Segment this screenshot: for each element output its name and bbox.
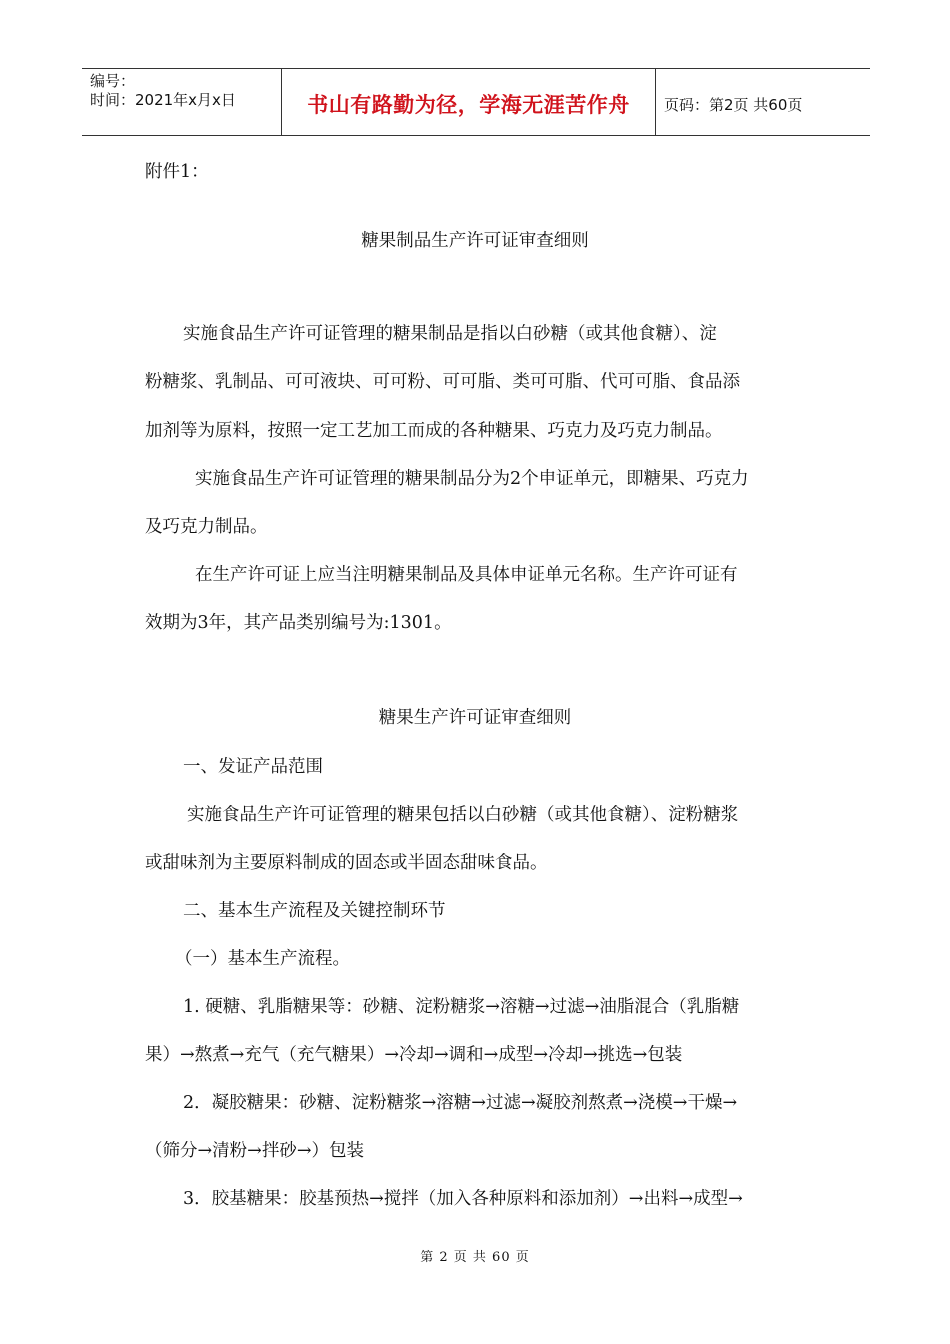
section-heading: 二、基本生产流程及关键控制环节 — [183, 901, 446, 921]
subsection-heading: （一）基本生产流程。 — [175, 949, 350, 969]
paragraph-line: 在生产许可证上应当注明糖果制品及具体申证单元名称。生产许可证有 — [195, 565, 738, 585]
list-item-line: 3．胶基糖果：胶基预热→搅拌（加入各种原料和添加剂）→出料→成型→ — [183, 1189, 743, 1209]
paragraph-line: 加剂等为原料，按照一定工艺加工而成的各种糖果、巧克力及巧克力制品。 — [145, 421, 723, 441]
list-item-line: 1. 硬糖、乳脂糖果等：砂糖、淀粉糖浆→溶糖→过滤→油脂混合（乳脂糖 — [183, 997, 740, 1017]
header-motto: 书山有路勤为径，学海无涯苦作舟 — [282, 69, 656, 135]
page-header — [82, 68, 870, 136]
list-item-line: 果）→熬煮→充气（充气糖果）→冷却→调和→成型→冷却→挑选→包装 — [145, 1045, 683, 1065]
time-label: 时间：2021年x月x日 — [90, 91, 236, 109]
paragraph-line: 粉糖浆、乳制品、可可液块、可可粉、可可脂、类可可脂、代可可脂、食品添 — [145, 372, 740, 392]
page-footer: 第 2 页 共 60 页 — [420, 1250, 530, 1265]
document-title: 糖果制品生产许可证审查细则 — [361, 231, 589, 251]
attachment-label: 附件1： — [145, 162, 209, 182]
section-heading: 一、发证产品范围 — [183, 757, 323, 777]
list-item-line: 2．凝胶糖果：砂糖、淀粉糖浆→溶糖→过滤→凝胶剂熬煮→浇模→干燥→ — [183, 1093, 738, 1113]
paragraph-line: 或甜味剂为主要原料制成的固态或半固态甜味食品。 — [145, 853, 548, 873]
paragraph-line: 实施食品生产许可证管理的糖果制品分为2个申证单元，即糖果、巧克力 — [195, 469, 749, 489]
section-subtitle: 糖果生产许可证审查细则 — [378, 708, 572, 728]
paragraph-line: 及巧克力制品。 — [145, 517, 268, 537]
paragraph-line: 实施食品生产许可证管理的糖果包括以白砂糖（或其他食糖）、淀粉糖浆 — [187, 805, 739, 825]
list-item-line: （筛分→清粉→拌砂→）包装 — [145, 1141, 364, 1161]
paragraph-line: 效期为3年，其产品类别编号为:1301。 — [145, 613, 452, 633]
paragraph-line: 实施食品生产许可证管理的糖果制品是指以白砂糖（或其他食糖）、淀 — [183, 324, 717, 344]
header-info-cell — [82, 69, 282, 135]
header-page-code: 页码：第2页 共60页 — [664, 95, 803, 114]
number-label: 编号： — [90, 72, 136, 90]
